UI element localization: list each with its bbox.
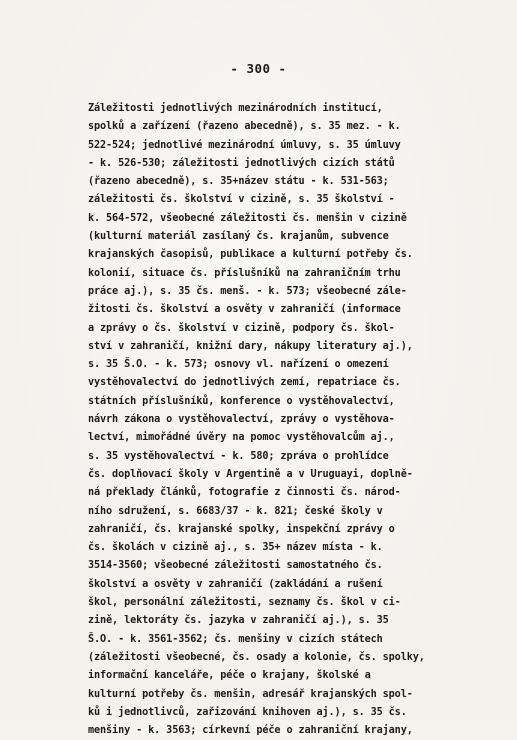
text-line: spolků a zařízení (řazeno abecedně), s. 35 mez. - k.	[88, 121, 401, 133]
text-line: a zprávy o čs. školství v cizině, podpory čs. škol-	[88, 322, 395, 334]
text-line: vystěhovalectví do jednotlivých zemí, repatriace čs.	[88, 377, 401, 389]
text-line: žitosti čs. školství a osvěty v zahraničí (informace	[88, 304, 401, 316]
text-line: s. 35 vystěhovalectví - k. 580; zpráva o prohlídce	[88, 450, 389, 462]
text-line: 3514-3560; všeobecné záležitosti samostatného čs.	[88, 560, 383, 572]
text-line: návrh zákona o vystěhovalectví, zprávy o vystěhova-	[88, 414, 395, 426]
text-line: čs. doplňovací školy v Argentině a v Uruguayi, doplně-	[88, 468, 413, 480]
text-line: menšiny - k. 3563; církevní péče o zahraniční krajany,	[88, 725, 413, 737]
text-line: Š.O. - k. 3561-3562; čs. menšiny v cizích státech	[88, 633, 383, 645]
text-line: zahraničí, čs. krajanské spolky, inspekční zprávy o	[88, 523, 395, 535]
text-line: kolonií, situace čs. příslušníků na zahraničním trhu	[88, 267, 401, 279]
text-line: ství v zahraničí, knižní dary, nákupy literatury aj.),	[88, 340, 413, 352]
text-line: záležitosti čs. školství v cizině, s. 35 školství -	[88, 194, 395, 206]
text-line: (kulturní materiál zasílaný čs. krajanům, subvence	[88, 231, 389, 243]
text-line: ního sdružení, s. 6683/37 - k. 821; české školy v	[88, 505, 383, 517]
text-line: (záležitosti všeobecné, čs. osady a kolonie, čs. spolky,	[88, 651, 425, 663]
text-line: ná překlady článků, fotografie z činnosti čs. národ-	[88, 487, 401, 499]
text-line: s. 35 Š.O. - k. 573; osnovy vl. nařízení o omezení	[88, 359, 389, 371]
text-line: Záležitosti jednotlivých mezinárodních institucí,	[88, 103, 383, 114]
text-line: - k. 526-530; záležitosti jednotlivých cizích států	[88, 157, 395, 169]
text-line: kulturní potřeby čs. menšin, adresář krajanských spol-	[88, 688, 413, 700]
text-line: státních příslušníků, konference o vystěhovalectví,	[88, 395, 395, 407]
text-line: lectví, mimořádné úvěry na pomoc vystěhovalcům aj.,	[88, 432, 395, 444]
text-line: zině, lektoráty čs. jazyka v zahraničí aj.), s. 35	[88, 615, 389, 627]
text-line: (řazeno abecedně), s. 35+název státu - k. 531-563;	[88, 176, 389, 188]
text-line: 522-524; jednotlivé mezinárodní úmluvy, s. 35 úmluvy	[88, 139, 401, 151]
page-number: - 300 -	[230, 61, 287, 76]
text-line: čs. školách v cizině aj., s. 35+ název místa - k.	[88, 542, 383, 554]
text-line: ků i jednotlivců, zařizování knihoven aj.), s. 35 čs.	[88, 706, 407, 718]
text-line: školství a osvěty v zahraničí (zakládání a rušení	[88, 578, 383, 590]
text-line: k. 564-572, všeobecné záležitosti čs. menšin v cizině	[88, 212, 407, 224]
text-line: škol, personální záležitosti, seznamy čs. škol v ci-	[88, 597, 401, 609]
body-text	[88, 100, 468, 740]
text-line: informační kanceláře, péče o krajany, školské a	[88, 670, 371, 682]
text-line: krajanských časopisů, publikace a kulturní potřeby čs.	[88, 249, 413, 261]
text-line: práce aj.), s. 35 čs. menš. - k. 573; všeobecné zále-	[88, 285, 407, 297]
